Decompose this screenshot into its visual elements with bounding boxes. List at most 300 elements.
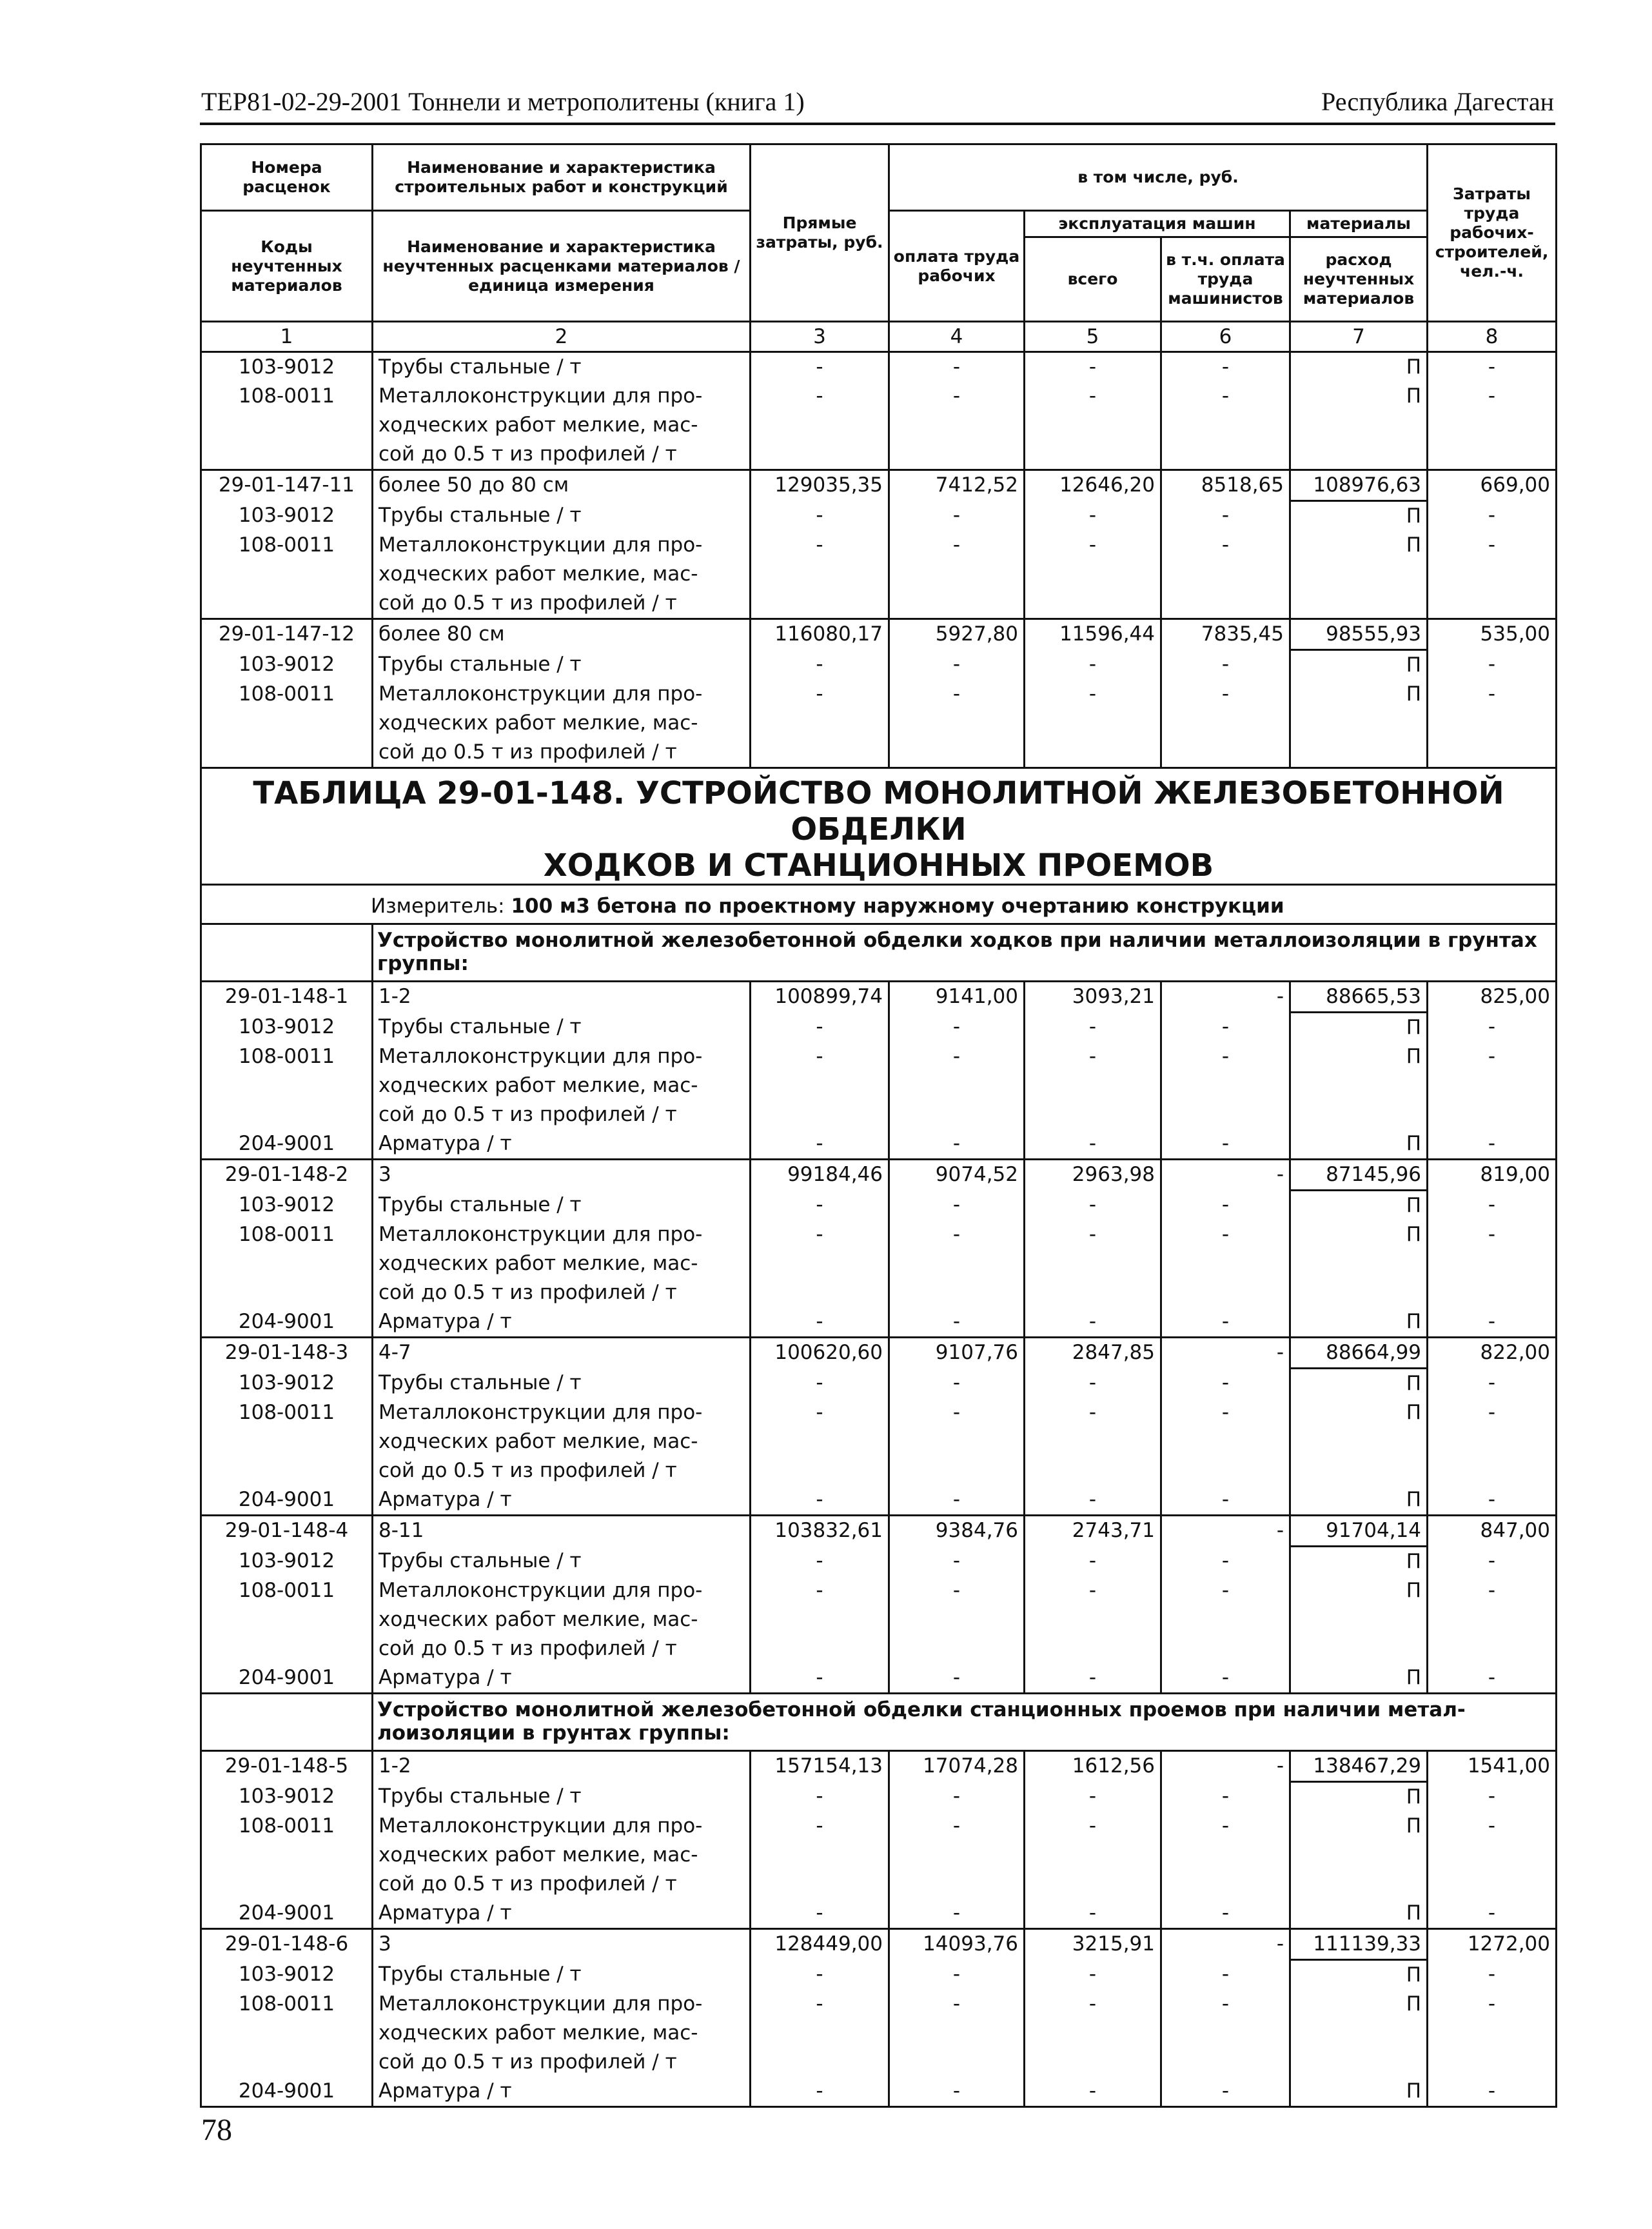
hours-cell: - — [1428, 1129, 1557, 1160]
material-code: 108-0011 — [201, 1398, 373, 1485]
labor-cell: - — [889, 1576, 1025, 1663]
material-code: 108-0011 — [201, 680, 373, 768]
material-name-line: Металлоконструкции для про- — [379, 1223, 703, 1246]
hours-cell: - — [1428, 352, 1557, 382]
material-name: Трубы стальные / т — [373, 1013, 751, 1043]
machines-cell: - — [1025, 1220, 1161, 1307]
material-name: Трубы стальные / т — [373, 1547, 751, 1577]
machinist-cell: - — [1161, 680, 1290, 768]
machinist-cell: - — [1161, 1929, 1290, 1960]
hours-cell: 669,00 — [1428, 470, 1557, 501]
hours-cell: - — [1428, 1960, 1557, 1990]
document-title: ТЕР81-02-29-2001 Тоннели и метрополитены (книга 1) — [201, 87, 805, 116]
rate-code: 29-01-148-4 — [201, 1516, 373, 1547]
material-name: Арматура / т — [373, 1307, 751, 1338]
labor-cell: - — [889, 531, 1025, 619]
hours-cell: 822,00 — [1428, 1338, 1557, 1369]
running-head — [201, 83, 1554, 119]
hours-cell: - — [1428, 531, 1557, 619]
group-2-rates — [201, 1751, 1557, 2107]
material-name: Арматура / т — [373, 1485, 751, 1516]
table-title-line: ТАБЛИЦА 29-01-148. УСТРОЙСТВО МОНОЛИТНОЙ ЖЕЛЕЗОБЕТОННОЙ ОБДЕЛКИ — [253, 775, 1504, 847]
machinist-cell: - — [1161, 1990, 1290, 2077]
material-row — [201, 650, 1557, 680]
material-name-line: ходческих работ мелкие, мас- — [379, 1608, 698, 1631]
hours-cell: - — [1428, 1013, 1557, 1043]
machinist-cell: - — [1161, 1663, 1290, 1694]
machines-cell: - — [1025, 352, 1161, 382]
machines-cell: - — [1025, 1782, 1161, 1812]
material-name-line: ходческих работ мелкие, мас- — [379, 562, 698, 586]
header-including: в том числе, руб. — [889, 144, 1428, 211]
material-row — [201, 531, 1557, 619]
material-name: Трубы стальные / т — [373, 1191, 751, 1221]
hours-cell: - — [1428, 1812, 1557, 1899]
rate-name: 3 — [373, 1160, 751, 1191]
labor-cell: 14093,76 — [889, 1929, 1025, 1960]
material-row — [201, 1663, 1557, 1694]
material-name — [373, 1398, 751, 1485]
machines-cell: - — [1025, 1485, 1161, 1516]
material-name-line: Металлоконструкции для про- — [379, 384, 703, 408]
material-name — [373, 382, 751, 470]
material-code: 108-0011 — [201, 1576, 373, 1663]
direct-cost-cell: 100620,60 — [751, 1338, 889, 1369]
meter-label: Измеритель: — [371, 895, 505, 918]
material-name — [373, 1042, 751, 1129]
rate-row — [201, 1160, 1557, 1191]
machinist-cell: - — [1161, 1547, 1290, 1577]
direct-cost-cell: - — [751, 352, 889, 382]
material-code: 204-9001 — [201, 1663, 373, 1694]
labor-cell: 9384,76 — [889, 1516, 1025, 1547]
column-number: 3 — [751, 322, 889, 352]
hours-cell: - — [1428, 1042, 1557, 1129]
machines-cell: 2743,71 — [1025, 1516, 1161, 1547]
machinist-cell: - — [1161, 1576, 1290, 1663]
hours-cell: - — [1428, 1398, 1557, 1485]
rate-row — [201, 1516, 1557, 1547]
direct-cost-cell: 99184,46 — [751, 1160, 889, 1191]
machines-cell: - — [1025, 1899, 1161, 1929]
machines-cell: - — [1025, 1307, 1161, 1338]
machinist-cell: - — [1161, 1042, 1290, 1129]
material-row — [201, 1369, 1557, 1399]
material-name-line: сой до 0.5 т из профилей / т — [379, 740, 677, 764]
rate-row — [201, 1929, 1557, 1960]
rate-row — [201, 1751, 1557, 1782]
material-code: 103-9012 — [201, 1782, 373, 1812]
material-name: Трубы стальные / т — [373, 650, 751, 680]
material-row — [201, 1129, 1557, 1160]
direct-cost-cell: - — [751, 501, 889, 531]
direct-cost-cell: 129035,35 — [751, 470, 889, 501]
material-code: 103-9012 — [201, 1013, 373, 1043]
material-usage-cell: П — [1290, 1013, 1428, 1043]
meter — [201, 885, 1557, 924]
material-code: 108-0011 — [201, 1220, 373, 1307]
direct-cost-cell: - — [751, 1899, 889, 1929]
material-name-line: ходческих работ мелкие, мас- — [379, 711, 698, 735]
machines-cell: 3215,91 — [1025, 1929, 1161, 1960]
material-code: 204-9001 — [201, 1307, 373, 1338]
machinist-cell: - — [1161, 982, 1290, 1013]
machines-cell: - — [1025, 1191, 1161, 1221]
machines-cell: - — [1025, 2077, 1161, 2107]
labor-cell: - — [889, 1013, 1025, 1043]
material-name — [373, 1576, 751, 1663]
machines-cell: - — [1025, 501, 1161, 531]
rate-row — [201, 1338, 1557, 1369]
machinist-cell: - — [1161, 1013, 1290, 1043]
machines-cell: - — [1025, 1042, 1161, 1129]
material-name: Арматура / т — [373, 2077, 751, 2107]
direct-cost-cell: - — [751, 1547, 889, 1577]
machinist-cell: 7835,45 — [1161, 619, 1290, 650]
material-row — [201, 1576, 1557, 1663]
material-usage-cell: 88664,99 — [1290, 1338, 1428, 1369]
header-material-name: Наименование и характеристика неучтенных расценками материалов / единица измерения — [373, 211, 751, 322]
machinist-cell: - — [1161, 1782, 1290, 1812]
hours-cell: 819,00 — [1428, 1160, 1557, 1191]
direct-cost-cell: - — [751, 1812, 889, 1899]
machinist-cell: - — [1161, 1751, 1290, 1782]
labor-cell: 5927,80 — [889, 619, 1025, 650]
rate-code: 29-01-148-3 — [201, 1338, 373, 1369]
material-name-line: Металлоконструкции для про- — [379, 682, 703, 706]
machinist-cell: - — [1161, 1369, 1290, 1399]
labor-cell: - — [889, 1990, 1025, 2077]
material-usage-cell: П — [1290, 1960, 1428, 1990]
material-name-line: сой до 0.5 т из профилей / т — [379, 1459, 677, 1482]
material-usage-cell: 108976,63 — [1290, 470, 1428, 501]
material-usage-cell: П — [1290, 1191, 1428, 1221]
material-row — [201, 352, 1557, 382]
labor-cell: - — [889, 1899, 1025, 1929]
material-code: 204-9001 — [201, 1899, 373, 1929]
group-title: Устройство монолитной железобетонной обделки ходков при наличии металлоизоляции в грунтах группы: — [373, 924, 1557, 982]
direct-cost-cell: - — [751, 1129, 889, 1160]
direct-cost-cell: - — [751, 1485, 889, 1516]
machines-cell: - — [1025, 1013, 1161, 1043]
material-name-line: Металлоконструкции для про- — [379, 1992, 703, 2016]
material-usage-cell: П — [1290, 2077, 1428, 2107]
rate-code: 29-01-148-2 — [201, 1160, 373, 1191]
material-name — [373, 680, 751, 768]
direct-cost-cell: - — [751, 1960, 889, 1990]
material-usage-cell: П — [1290, 680, 1428, 768]
material-usage-cell: П — [1290, 1042, 1428, 1129]
header-machines-total: всего — [1025, 237, 1161, 322]
direct-cost-cell: - — [751, 650, 889, 680]
direct-cost-cell: - — [751, 1369, 889, 1399]
rate-row — [201, 619, 1557, 650]
material-usage-cell: П — [1290, 1782, 1428, 1812]
direct-cost-cell: - — [751, 1307, 889, 1338]
material-usage-cell: П — [1290, 352, 1428, 382]
rates-table — [200, 143, 1557, 2108]
machinist-cell: - — [1161, 1307, 1290, 1338]
material-name: Трубы стальные / т — [373, 1782, 751, 1812]
machinist-cell: - — [1161, 1485, 1290, 1516]
material-name: Трубы стальные / т — [373, 352, 751, 382]
hours-cell: 825,00 — [1428, 982, 1557, 1013]
material-code: 108-0011 — [201, 1812, 373, 1899]
direct-cost-cell: 128449,00 — [751, 1929, 889, 1960]
material-row — [201, 1013, 1557, 1043]
material-row — [201, 1307, 1557, 1338]
material-usage-cell: 98555,93 — [1290, 619, 1428, 650]
column-number: 4 — [889, 322, 1025, 352]
material-name-line: ходческих работ мелкие, мас- — [379, 1430, 698, 1453]
hours-cell: - — [1428, 382, 1557, 470]
hours-cell: - — [1428, 1899, 1557, 1929]
labor-cell: - — [889, 1960, 1025, 1990]
machinist-cell: - — [1161, 1220, 1290, 1307]
material-name-line: сой до 0.5 т из профилей / т — [379, 1872, 677, 1896]
material-usage-cell: П — [1290, 501, 1428, 531]
rate-row — [201, 982, 1557, 1013]
group-title-row — [201, 924, 1557, 982]
column-number: 7 — [1290, 322, 1428, 352]
table-148-header — [201, 768, 1557, 982]
direct-cost-cell: 100899,74 — [751, 982, 889, 1013]
material-code: 103-9012 — [201, 352, 373, 382]
hours-cell: - — [1428, 1663, 1557, 1694]
direct-cost-cell: - — [751, 1191, 889, 1221]
material-usage-cell: П — [1290, 1990, 1428, 2077]
material-usage-cell: 87145,96 — [1290, 1160, 1428, 1191]
column-number: 2 — [373, 322, 751, 352]
hours-cell: - — [1428, 1369, 1557, 1399]
machines-cell: - — [1025, 531, 1161, 619]
material-name: Трубы стальные / т — [373, 1960, 751, 1990]
material-name-line: Металлоконструкции для про- — [379, 1579, 703, 1602]
material-usage-cell: П — [1290, 1899, 1428, 1929]
direct-cost-cell: - — [751, 1220, 889, 1307]
rate-code: 29-01-148-5 — [201, 1751, 373, 1782]
material-usage-cell: П — [1290, 1398, 1428, 1485]
machines-cell: - — [1025, 650, 1161, 680]
material-row — [201, 501, 1557, 531]
material-row — [201, 1812, 1557, 1899]
direct-cost-cell: - — [751, 1398, 889, 1485]
table-title — [201, 768, 1557, 885]
header-machinist-pay: в т.ч. оплата труда машинистов — [1161, 237, 1290, 322]
machines-cell: 2963,98 — [1025, 1160, 1161, 1191]
material-usage-cell: П — [1290, 531, 1428, 619]
material-code: 108-0011 — [201, 382, 373, 470]
labor-cell: - — [889, 650, 1025, 680]
direct-cost-cell: 116080,17 — [751, 619, 889, 650]
direct-cost-cell: - — [751, 1990, 889, 2077]
machines-cell: - — [1025, 1129, 1161, 1160]
machinist-cell: - — [1161, 1338, 1290, 1369]
material-name-line: ходческих работ мелкие, мас- — [379, 413, 698, 437]
material-code: 204-9001 — [201, 2077, 373, 2107]
table-title-row — [201, 768, 1557, 885]
material-code: 103-9012 — [201, 1191, 373, 1221]
machines-cell: - — [1025, 1576, 1161, 1663]
rates-147-continued — [201, 352, 1557, 768]
machinist-cell: - — [1161, 501, 1290, 531]
material-name: Трубы стальные / т — [373, 1369, 751, 1399]
machines-cell: - — [1025, 382, 1161, 470]
hours-cell: 847,00 — [1428, 1516, 1557, 1547]
material-name-line: сой до 0.5 т из профилей / т — [379, 2050, 677, 2074]
machines-cell: 1612,56 — [1025, 1751, 1161, 1782]
material-usage-cell: П — [1290, 1129, 1428, 1160]
labor-cell: - — [889, 382, 1025, 470]
header-materials: материалы — [1290, 211, 1428, 237]
material-row — [201, 1899, 1557, 1929]
material-code: 204-9001 — [201, 1129, 373, 1160]
material-name-line: сой до 0.5 т из профилей / т — [379, 1281, 677, 1304]
machinist-cell: - — [1161, 1516, 1290, 1547]
material-name-line: Металлоконструкции для про- — [379, 1814, 703, 1838]
machines-cell: - — [1025, 1369, 1161, 1399]
page-number: 78 — [201, 2113, 232, 2147]
machinist-cell: - — [1161, 650, 1290, 680]
labor-cell: - — [889, 1663, 1025, 1694]
table-title-line: ХОДКОВ И СТАНЦИОННЫХ ПРОЕМОВ — [543, 847, 1214, 884]
material-code: 108-0011 — [201, 1990, 373, 2077]
material-name-line: ходческих работ мелкие, мас- — [379, 1843, 698, 1867]
material-usage-cell: П — [1290, 1547, 1428, 1577]
material-name — [373, 1812, 751, 1899]
material-row — [201, 382, 1557, 470]
direct-cost-cell: - — [751, 1042, 889, 1129]
column-numbers-row — [201, 322, 1557, 352]
rate-name: 8-11 — [373, 1516, 751, 1547]
material-usage-cell: 91704,14 — [1290, 1516, 1428, 1547]
direct-cost-cell: - — [751, 1663, 889, 1694]
column-number: 6 — [1161, 322, 1290, 352]
machines-cell: - — [1025, 1398, 1161, 1485]
material-row — [201, 1547, 1557, 1577]
machinist-cell: - — [1161, 1398, 1290, 1485]
machinist-cell: - — [1161, 1191, 1290, 1221]
material-usage-cell: П — [1290, 1812, 1428, 1899]
header-material-codes: Коды неучтенных материалов — [201, 211, 373, 322]
meter-value: 100 м3 бетона по проектному наружному очертанию конструкции — [511, 895, 1284, 918]
direct-cost-cell: 157154,13 — [751, 1751, 889, 1782]
material-code: 103-9012 — [201, 501, 373, 531]
material-row — [201, 1398, 1557, 1485]
machinist-cell: - — [1161, 1812, 1290, 1899]
group-2-header — [201, 1694, 1557, 1751]
header-work-name: Наименование и характеристика строительных работ и конструкций — [373, 144, 751, 211]
labor-cell: 17074,28 — [889, 1751, 1025, 1782]
machinist-cell: 8518,65 — [1161, 470, 1290, 501]
machines-cell: 3093,21 — [1025, 982, 1161, 1013]
labor-cell: - — [889, 501, 1025, 531]
rate-name: 1-2 — [373, 982, 751, 1013]
hours-cell: - — [1428, 1990, 1557, 2077]
hours-cell: 1272,00 — [1428, 1929, 1557, 1960]
hours-cell: - — [1428, 2077, 1557, 2107]
machinist-cell: - — [1161, 1899, 1290, 1929]
material-code: 103-9012 — [201, 1960, 373, 1990]
material-usage-cell: П — [1290, 1307, 1428, 1338]
rate-name: 4-7 — [373, 1338, 751, 1369]
material-usage-cell: П — [1290, 382, 1428, 470]
group-1-rates — [201, 982, 1557, 1694]
rate-name: 1-2 — [373, 1751, 751, 1782]
direct-cost-cell: - — [751, 2077, 889, 2107]
material-name-line: сой до 0.5 т из профилей / т — [379, 442, 677, 466]
material-name-line: Металлоконструкции для про- — [379, 1045, 703, 1068]
labor-cell: - — [889, 1129, 1025, 1160]
labor-cell: - — [889, 1369, 1025, 1399]
rate-code: 29-01-148-6 — [201, 1929, 373, 1960]
rate-row — [201, 470, 1557, 501]
hours-cell: - — [1428, 501, 1557, 531]
hours-cell: - — [1428, 1191, 1557, 1221]
machines-cell: 11596,44 — [1025, 619, 1161, 650]
rate-code: 29-01-147-11 — [201, 470, 373, 501]
material-name — [373, 1220, 751, 1307]
meter-row — [201, 885, 1557, 924]
labor-cell: 7412,52 — [889, 470, 1025, 501]
material-usage-cell: 138467,29 — [1290, 1751, 1428, 1782]
group-title-row — [201, 1694, 1557, 1751]
hours-cell: - — [1428, 1782, 1557, 1812]
material-row — [201, 1960, 1557, 1990]
direct-cost-cell: - — [751, 382, 889, 470]
group-title: Устройство монолитной железобетонной обделки станционных проемов при наличии метал-лоизоляции в грунтах группы: — [373, 1694, 1557, 1751]
material-code: 204-9001 — [201, 1485, 373, 1516]
material-usage-cell: П — [1290, 1369, 1428, 1399]
hours-cell: 535,00 — [1428, 619, 1557, 650]
header-rule — [200, 123, 1555, 125]
rate-name: 3 — [373, 1929, 751, 1960]
labor-cell: - — [889, 1547, 1025, 1577]
material-row — [201, 2077, 1557, 2107]
material-usage-cell: П — [1290, 1485, 1428, 1516]
hours-cell: 1541,00 — [1428, 1751, 1557, 1782]
header-labor-hours: Затраты труда рабочих-строителей, чел.-ч. — [1428, 144, 1557, 322]
labor-cell: - — [889, 1307, 1025, 1338]
rate-name: более 80 см — [373, 619, 751, 650]
hours-cell: - — [1428, 1485, 1557, 1516]
labor-cell: - — [889, 1812, 1025, 1899]
material-code: 108-0011 — [201, 1042, 373, 1129]
labor-cell: - — [889, 352, 1025, 382]
hours-cell: - — [1428, 1547, 1557, 1577]
labor-cell: 9107,76 — [889, 1338, 1025, 1369]
machines-cell: - — [1025, 1812, 1161, 1899]
column-number: 8 — [1428, 322, 1557, 352]
machines-cell: - — [1025, 680, 1161, 768]
labor-cell: - — [889, 1485, 1025, 1516]
hours-cell: - — [1428, 1307, 1557, 1338]
group-spacer — [201, 924, 373, 982]
material-code: 103-9012 — [201, 1369, 373, 1399]
machinist-cell: - — [1161, 1160, 1290, 1191]
material-usage-cell: П — [1290, 1663, 1428, 1694]
material-name-line: ходческих работ мелкие, мас- — [379, 2021, 698, 2045]
labor-cell: - — [889, 1782, 1025, 1812]
direct-cost-cell: - — [751, 1576, 889, 1663]
material-name-line: сой до 0.5 т из профилей / т — [379, 1103, 677, 1126]
material-row — [201, 1042, 1557, 1129]
group-spacer — [201, 1694, 373, 1751]
material-name-line: сой до 0.5 т из профилей / т — [379, 1637, 677, 1660]
material-usage-cell: 88665,53 — [1290, 982, 1428, 1013]
rate-name: более 50 до 80 см — [373, 470, 751, 501]
header-rate-number: Номера расценок — [201, 144, 373, 211]
